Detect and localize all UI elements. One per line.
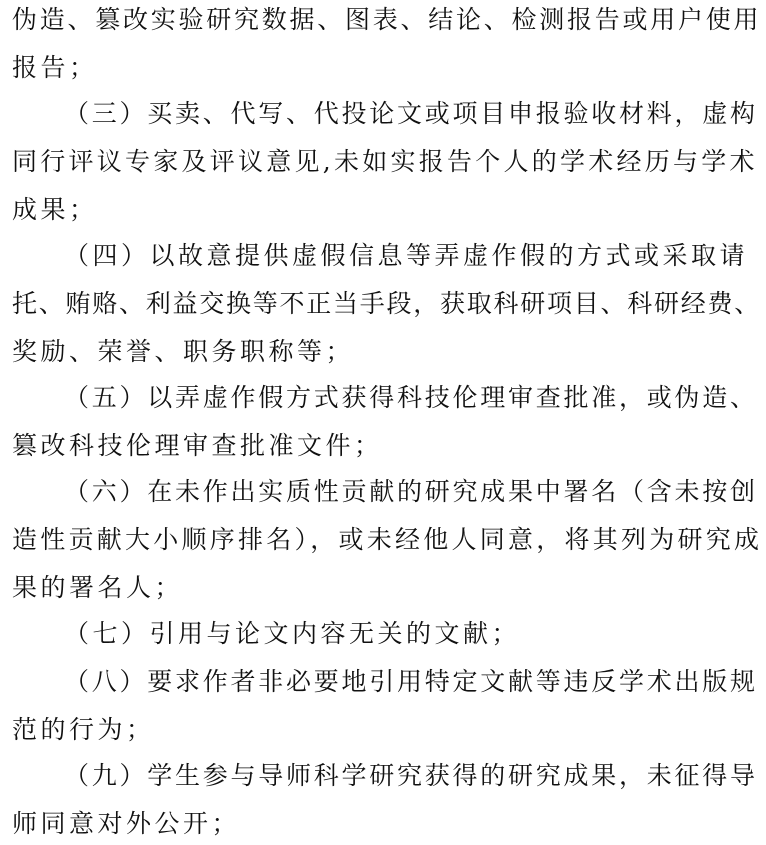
clause-7-line: （七）引用与论文内容无关的文献； bbox=[64, 619, 521, 648]
clause-6-line: （六）在未作出实质性贡献的研究成果中署名（含未按创 bbox=[64, 477, 758, 506]
text-line: 造性贡献大小顺序排名），或未经他人同意，将其列为研究成 bbox=[12, 525, 763, 554]
text-line: 伪造、篡改实验研究数据、图表、结论、检测报告或用户使用 bbox=[12, 5, 762, 34]
clause-3-line: （三）买卖、代写、代投论文或项目申报验收材料，虚构 bbox=[64, 99, 758, 128]
text-line: 果的署名人； bbox=[12, 573, 184, 602]
text-line: 同行评议专家及评议意见,未如实报告个人的学术经历与学术 bbox=[12, 147, 758, 176]
text-line: 师同意对外公开； bbox=[12, 809, 241, 838]
text-line: 成果； bbox=[12, 195, 98, 224]
text-line: 奖励、荣誉、职务职称等； bbox=[12, 337, 355, 366]
text-line: 篡改科技伦理审查批准文件； bbox=[12, 431, 383, 460]
clause-8-line: （八）要求作者非必要地引用特定文献等违反学术出版规 bbox=[64, 667, 758, 696]
clause-4-line: （四）以故意提供虚假信息等弄虚作假的方式或采取请 bbox=[64, 241, 749, 270]
text-line: 范的行为； bbox=[12, 715, 155, 744]
text-line: 托、贿赂、利益交换等不正当手段，获取科研项目、科研经费、 bbox=[12, 289, 762, 318]
text-line: 报告； bbox=[12, 53, 98, 82]
clause-9-line: （九）学生参与导师科学研究获得的研究成果，未征得导 bbox=[64, 761, 758, 790]
clause-5-line: （五）以弄虚作假方式获得科技伦理审查批准，或伪造、 bbox=[64, 383, 758, 412]
